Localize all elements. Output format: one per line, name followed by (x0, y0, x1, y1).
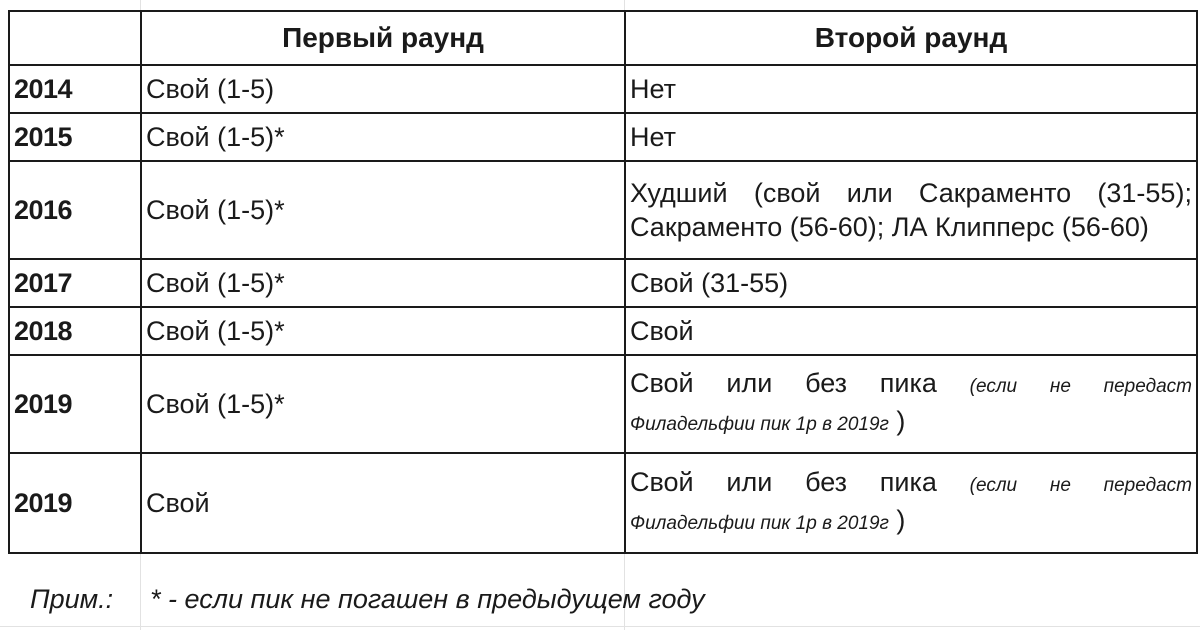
note-close: ) (896, 406, 906, 436)
table-row (9, 161, 1197, 259)
header-row (9, 11, 1197, 65)
second-round-cell: Свой (31-55) (625, 259, 1197, 307)
header-first-round: Первый раунд (141, 11, 625, 65)
second-round-line (630, 366, 1192, 404)
first-round-cell: Свой (1-5)* (141, 259, 625, 307)
year-cell: 2016 (9, 161, 141, 259)
word: без (805, 467, 848, 497)
table-row (9, 65, 1197, 113)
word: Свой (630, 368, 694, 398)
header-second-round: Второй раунд (625, 11, 1197, 65)
second-round-line (630, 465, 1192, 503)
word: Свой (630, 467, 694, 497)
word: без (805, 368, 848, 398)
word: Худший (630, 178, 728, 208)
table-row (9, 453, 1197, 553)
first-round-cell: Свой (141, 453, 625, 553)
year-cell: 2018 (9, 307, 141, 355)
note-word: не (1049, 475, 1071, 496)
note-word: (если (969, 376, 1018, 397)
footnote-label: Прим.: (30, 584, 114, 614)
second-round-line (630, 404, 1192, 442)
first-round-cell: Свой (1-5)* (141, 307, 625, 355)
year-cell: 2019 (9, 453, 141, 553)
second-round-cell (625, 161, 1197, 259)
year-cell: 2017 (9, 259, 141, 307)
note-word: передаст (1103, 475, 1192, 496)
note-text: Филадельфии пик 1р в 2019г (630, 414, 889, 435)
table-row (9, 259, 1197, 307)
word: или (846, 178, 893, 208)
year-cell: 2014 (9, 65, 141, 113)
second-round-cell (625, 355, 1197, 453)
note-text: Филадельфии пик 1р в 2019г (630, 513, 889, 534)
grid-row-line (0, 626, 1200, 627)
second-round-cell (625, 453, 1197, 553)
footnote (0, 578, 1200, 626)
word: (31-55); (1097, 178, 1192, 208)
first-round-cell: Свой (1-5)* (141, 355, 625, 453)
word: Сакраменто (918, 178, 1072, 208)
word: пика (879, 368, 937, 398)
second-round-cell: Свой (625, 307, 1197, 355)
note-word: передаст (1103, 376, 1192, 397)
word: или (726, 467, 773, 497)
word: пика (879, 467, 937, 497)
second-round-line: Сакраменто (56-60); ЛА Клипперс (56-60) (630, 212, 1149, 242)
second-round-cell: Нет (625, 65, 1197, 113)
second-round-line (630, 503, 1192, 541)
first-round-cell: Свой (1-5)* (141, 113, 625, 161)
table-row (9, 307, 1197, 355)
word: или (726, 368, 773, 398)
first-round-cell: Свой (1-5) (141, 65, 625, 113)
second-round-cell: Нет (625, 113, 1197, 161)
first-round-cell: Свой (1-5)* (141, 161, 625, 259)
note-close: ) (896, 505, 906, 535)
note-word: не (1049, 376, 1071, 397)
header-corner-cell (9, 11, 141, 65)
footnote-text: * - если пик не погашен в предыдущем году (150, 584, 705, 614)
year-cell: 2015 (9, 113, 141, 161)
note-word: (если (969, 475, 1018, 496)
word: (свой (753, 178, 821, 208)
table-row (9, 355, 1197, 453)
year-cell: 2019 (9, 355, 141, 453)
second-round-line (630, 176, 1192, 210)
draft-picks-table (8, 10, 1198, 554)
table-row (9, 113, 1197, 161)
